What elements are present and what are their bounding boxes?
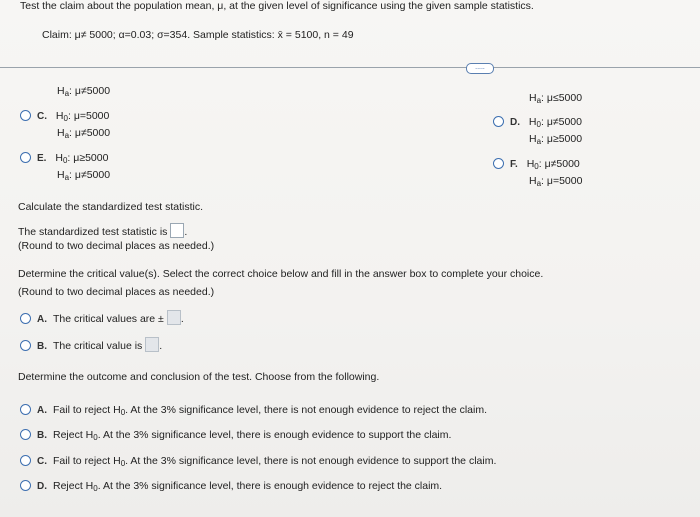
critical-b-answer-box[interactable] xyxy=(145,337,159,352)
conclusion-option-a[interactable]: A. Fail to reject $H_0$. At the 3% significance level, there is not enough evidence to reject the claim. xyxy=(20,404,487,417)
conclusion-option-c[interactable]: C. Fail to reject $H_0$. At the 3% significance level, there is not enough evidence to support the claim. xyxy=(20,455,496,468)
radio-button[interactable] xyxy=(20,429,31,440)
hypothesis-option-e[interactable]: E. $H_0$: μ≥5000 xyxy=(20,152,108,165)
hypothesis-option-d[interactable]: D. $H_0$: μ≠5000 xyxy=(493,116,582,129)
radio-button[interactable] xyxy=(20,480,31,491)
conclusion-heading: Determine the outcome and conclusion of the test. Choose from the following. xyxy=(18,371,380,383)
radio-button[interactable] xyxy=(20,152,31,163)
radio-button[interactable] xyxy=(20,340,31,351)
claim-line: Claim: μ≠ 5000; α=0.03; σ=354. Sample statistics: x̄ = 5100, n = 49 xyxy=(42,29,354,41)
test-stat-prompt: The standardized test statistic is . xyxy=(18,223,187,238)
show-more-button[interactable]: ..... xyxy=(466,63,494,74)
critical-heading: Determine the critical value(s). Select the correct choice below and fill in the answer box to complete your choice. xyxy=(18,268,544,280)
conclusion-option-b[interactable]: B. Reject $H_0$. At the 3% significance level, there is enough evidence to support the claim. xyxy=(20,429,451,442)
test-stat-note: (Round to two decimal places as needed.) xyxy=(18,240,215,252)
radio-button[interactable] xyxy=(493,158,504,169)
option-c-ha: $H_a$: μ≠5000 xyxy=(57,127,111,140)
critical-note: (Round to two decimal places as needed.) xyxy=(18,286,215,298)
radio-button[interactable] xyxy=(20,110,31,121)
critical-option-b[interactable]: B. The critical value is . xyxy=(20,337,162,352)
question-title: Test the claim about the population mean, μ, at the given level of significance using the given sample statistics. xyxy=(20,0,534,12)
option-d-ha: $H_a$: μ≥5000 xyxy=(529,133,583,146)
radio-button[interactable] xyxy=(20,404,31,415)
option-e-ha: $H_a$: μ≠5000 xyxy=(57,169,111,182)
option-a-ha: $H_a$: μ≤5000 xyxy=(529,92,583,105)
divider xyxy=(0,67,700,68)
test-stat-answer-box[interactable] xyxy=(170,223,184,238)
radio-button[interactable] xyxy=(20,455,31,466)
critical-a-answer-box[interactable] xyxy=(167,310,181,325)
conclusion-option-d[interactable]: D. Reject $H_0$. At the 3% significance level, there is enough evidence to reject the claim. xyxy=(20,480,442,493)
radio-button[interactable] xyxy=(493,116,504,127)
test-stat-heading: Calculate the standardized test statistic. xyxy=(18,201,204,213)
option-b-ha: $H_a$: μ≠5000 xyxy=(57,85,111,98)
option-f-ha: $H_a$: μ=5000 xyxy=(529,175,583,188)
critical-option-a[interactable]: A. The critical values are ± . xyxy=(20,310,184,325)
hypothesis-option-c[interactable]: C. $H_0$: μ=5000 xyxy=(20,110,109,123)
radio-button[interactable] xyxy=(20,313,31,324)
hypothesis-option-f[interactable]: F. $H_0$: μ≠5000 xyxy=(493,158,580,171)
